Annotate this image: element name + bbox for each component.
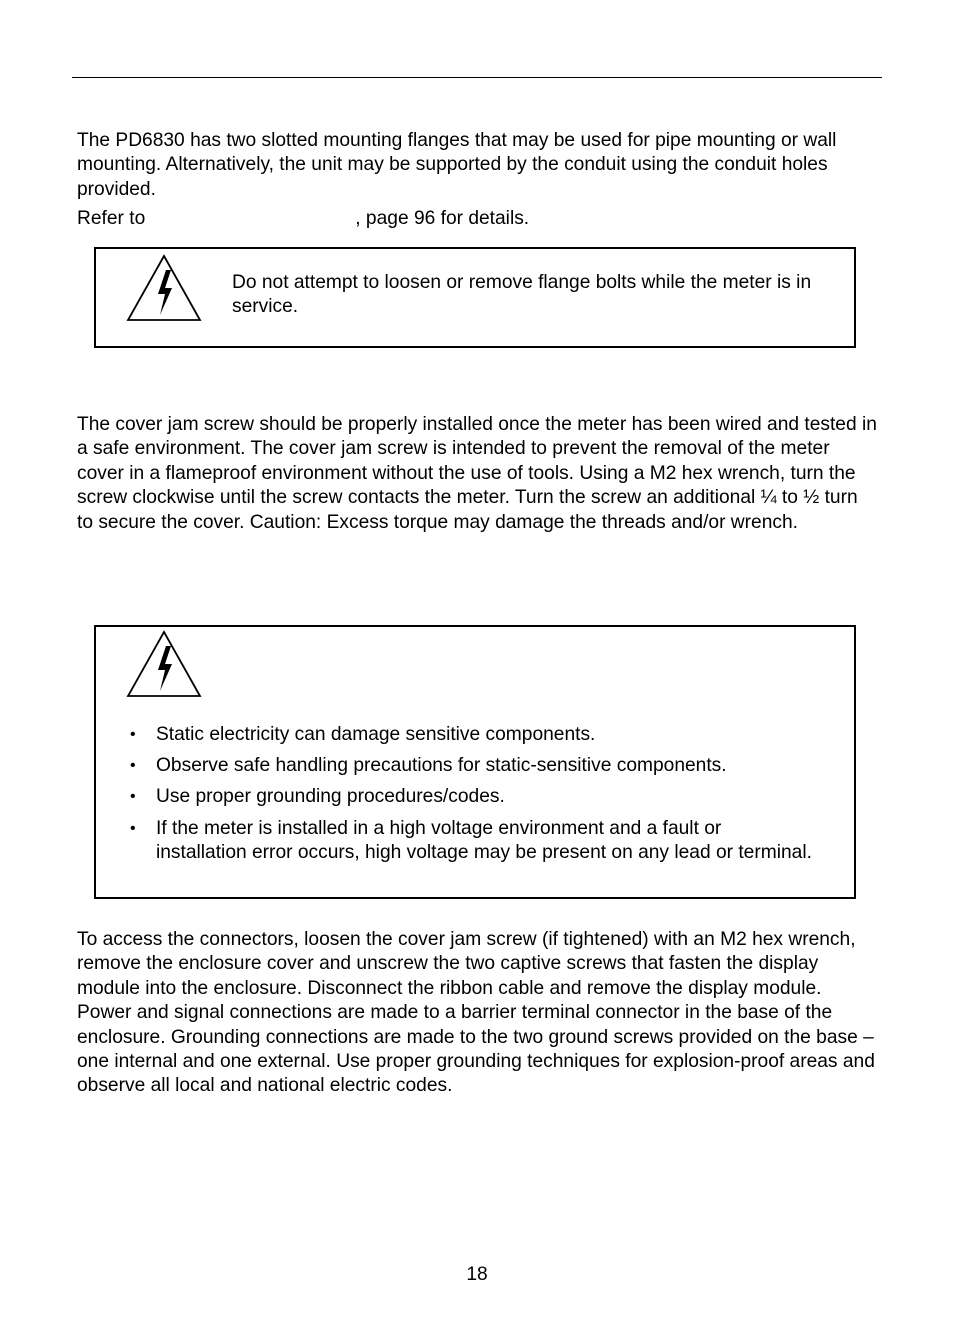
static-warning-list <box>96 723 856 872</box>
flange-warning-text: Do not attempt to loosen or remove flange bolts while the meter is in service. <box>232 272 812 318</box>
list-item: • Use proper grounding procedures/codes. <box>96 785 856 810</box>
list-item: • Observe safe handling precautions for static-sensitive components. <box>96 754 856 779</box>
list-item: • If the meter is installed in a high voltage environment and a fault or installation error occurs, high voltage may be present on any lead or terminal. <box>96 817 856 866</box>
connections-paragraph: To access the connectors, loosen the cover jam screw (if tightened) with an M2 hex wrench, remove the enclosure cover and unscrew the two captive screws that fasten the display module into the enclosure. Disconnect the ribbon cable and remove the display module. Power and signal connections are made to a barrier terminal connector in the base of the enclosure. Grounding connections are made to the two ground screws provided on the base – one internal and one external. Use proper grounding techniques for explosion-proof areas and observe all local and national electric codes. <box>77 929 875 1097</box>
refer-suffix: , page 96 for details. <box>355 208 530 229</box>
flange-warning-box <box>94 247 856 348</box>
high-voltage-warning-icon <box>126 630 202 698</box>
mounting-paragraph: The PD6830 has two slotted mounting flanges that may be used for pipe mounting or wall mounting. Alternatively, the unit may be supported by the conduit using the conduit holes provided. <box>77 130 837 200</box>
page-number: 18 <box>466 1264 488 1285</box>
jam-screw-paragraph: The cover jam screw should be properly installed once the meter has been wired and tested in a safe environment. The cover jam screw is intended to prevent the removal of the meter cover in a flameproof environment without the use of tools. Using a M2 hex wrench, turn the screw clockwise until the screw contacts the meter. Turn the screw an additional ¼ to ½ turn to secure the cover. Caution: Excess torque may damage the threads and/or wrench. <box>77 414 877 533</box>
refer-prefix: Refer to <box>77 208 146 229</box>
refer-line <box>77 207 877 231</box>
static-warning-box <box>94 625 856 899</box>
header-rule <box>72 77 882 78</box>
high-voltage-warning-icon <box>126 254 202 322</box>
list-item: • Static electricity can damage sensitive components. <box>96 723 856 748</box>
